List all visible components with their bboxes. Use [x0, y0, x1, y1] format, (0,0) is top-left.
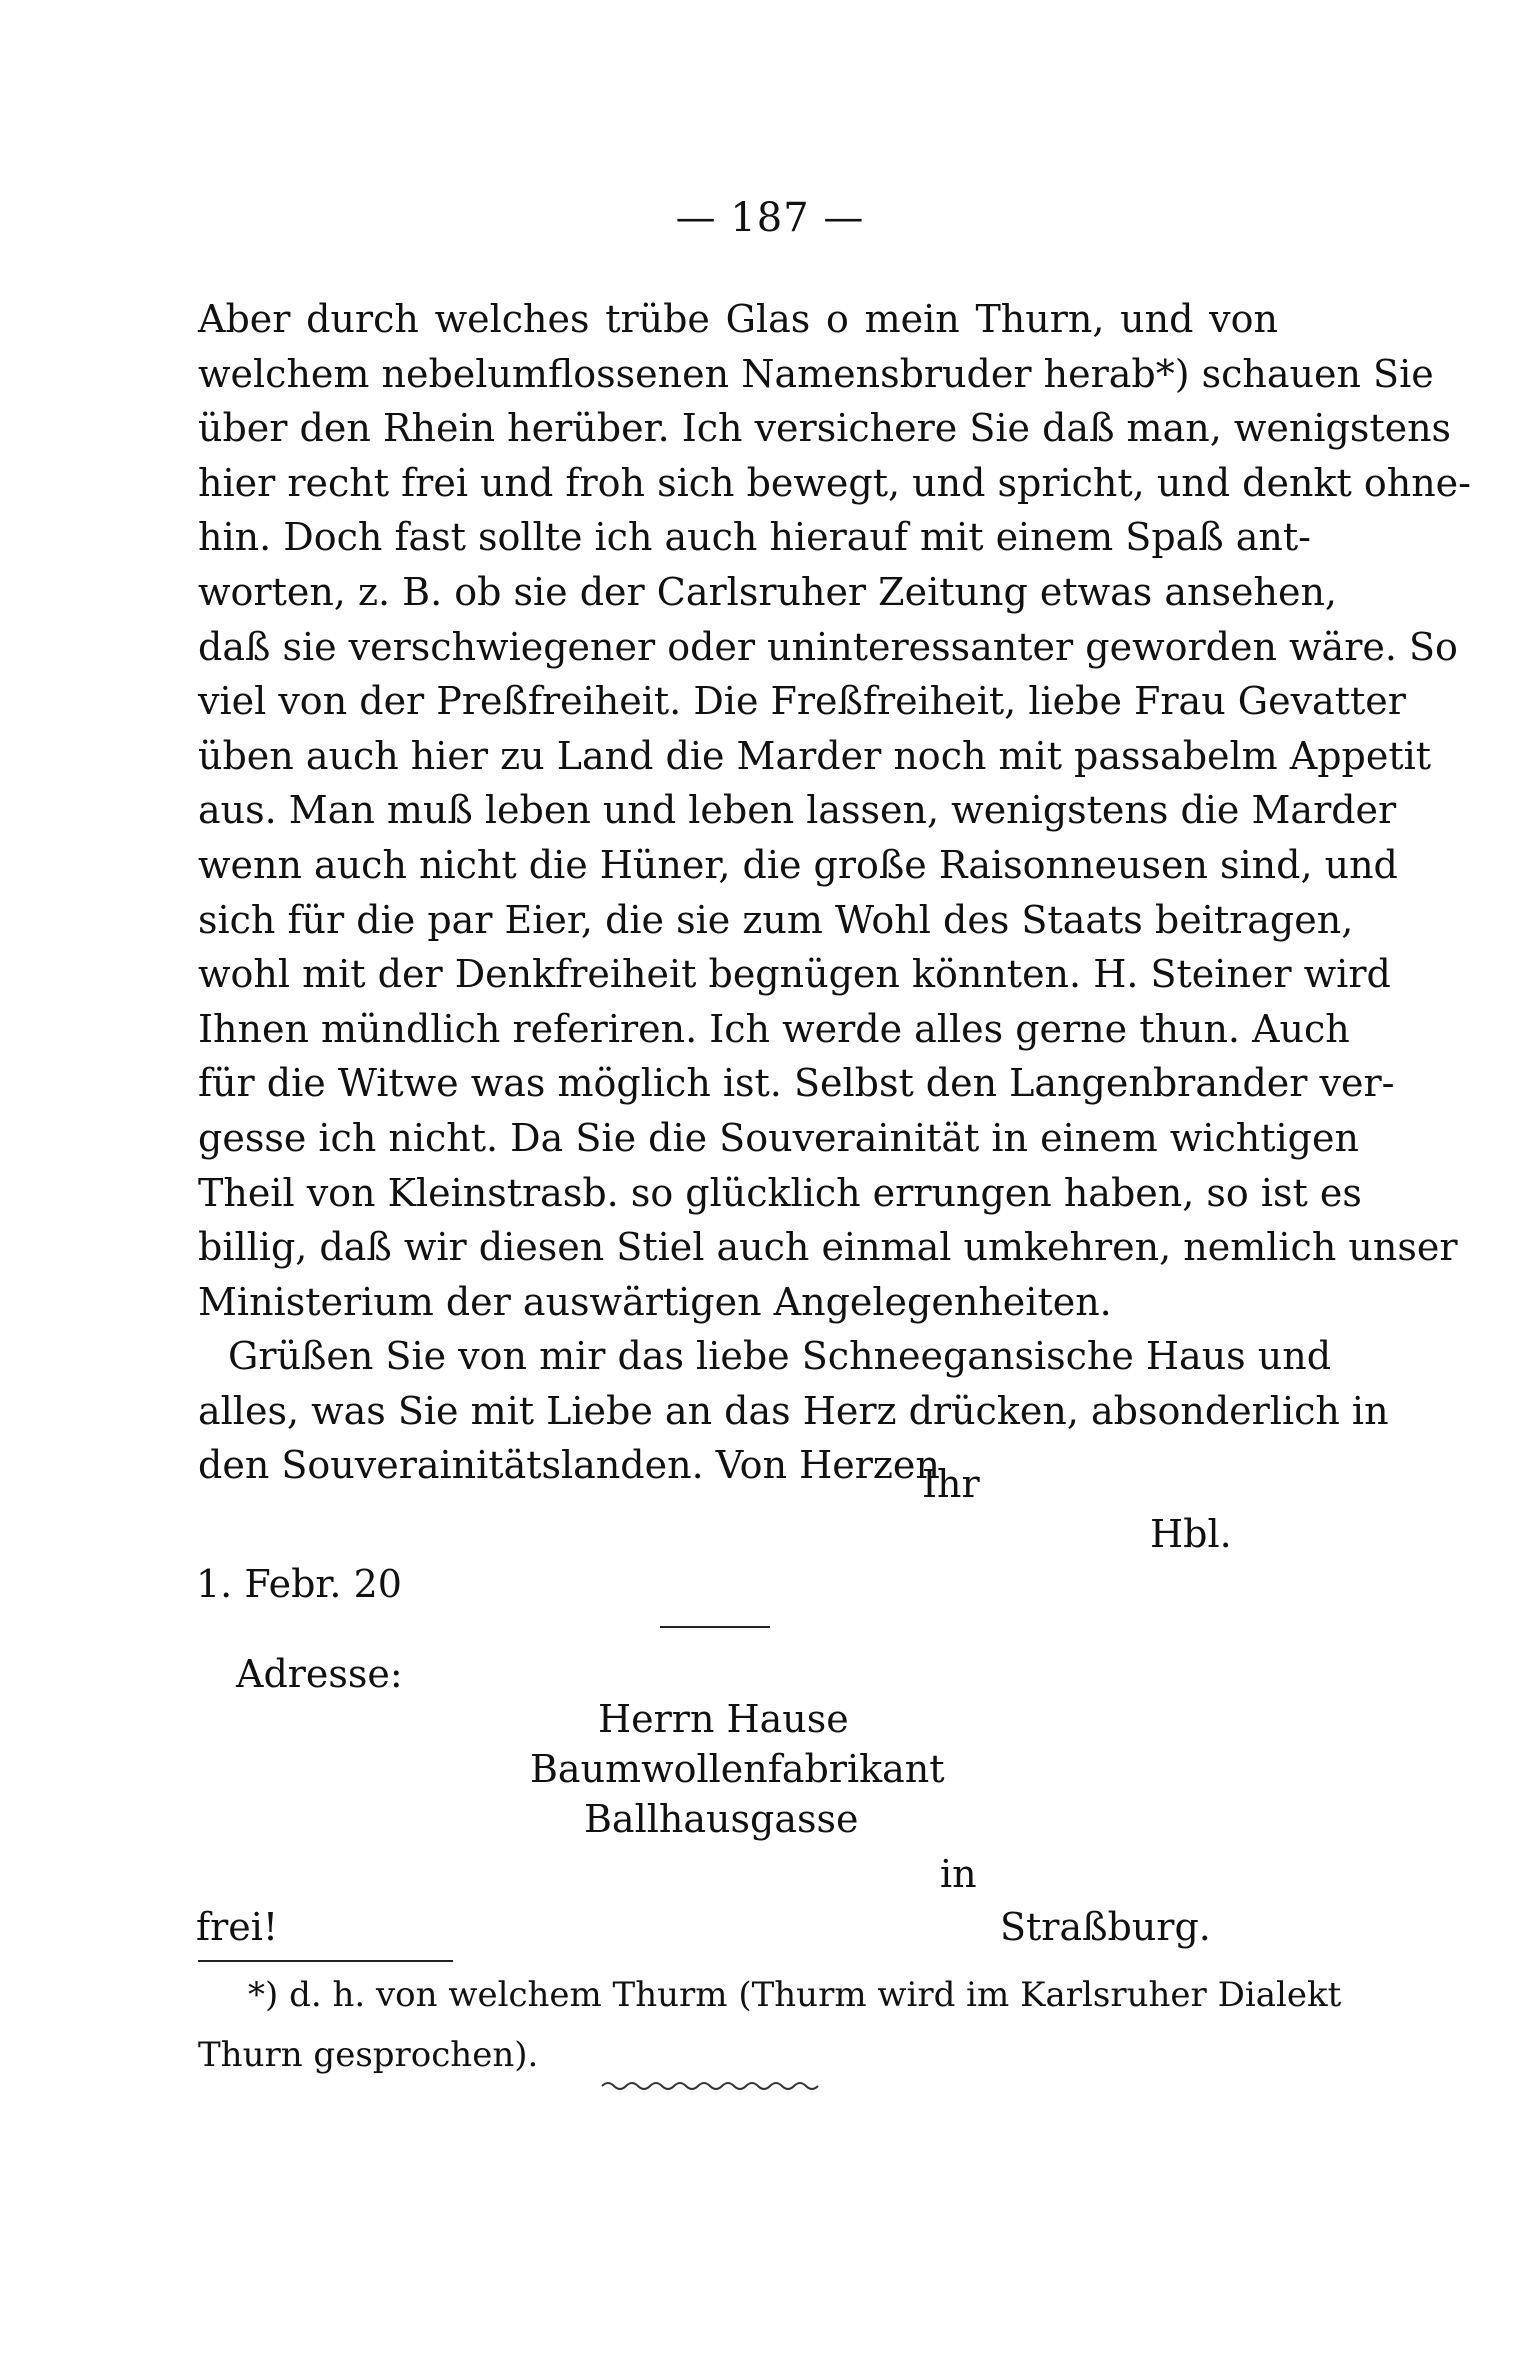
text-line: Theil von Kleinstrasb. so glücklich errungen haben, so ist es	[198, 1170, 1362, 1215]
footnote-line: *) d. h. von welchem Thurm (Thurm wird im Karlsruher Dialekt	[248, 1975, 1342, 2015]
address-name: Herrn Hause	[598, 1697, 849, 1741]
frei-mark: frei!	[196, 1905, 279, 1949]
text-line: sich für die par Eier, die sie zum Wohl des Staats beitragen,	[198, 897, 1354, 942]
text-line: hier recht frei und froh sich bewegt, und spricht, und denkt ohne-	[198, 460, 1471, 505]
text-line: welchem nebelumflossenen Namensbruder herab*) schauen Sie	[198, 351, 1434, 396]
text-line: Ihnen mündlich referiren. Ich werde alles gerne thun. Auch	[198, 1006, 1350, 1051]
text-line: für die Witwe was möglich ist. Selbst den Langenbrander ver-	[198, 1061, 1395, 1106]
text-line: üben auch hier zu Land die Marder noch mit passabelm Appetit	[198, 733, 1432, 778]
text-line: alles, was Sie mit Liebe an das Herz drücken, absonderlich in	[198, 1388, 1389, 1433]
footnote-line: Thurn gesprochen).	[198, 2035, 539, 2075]
text-line: hin. Doch fast sollte ich auch hierauf mit einem Spaß ant-	[198, 515, 1312, 560]
text-line: billig, daß wir diesen Stiel auch einmal umkehren, nemlich unser	[198, 1225, 1458, 1270]
text-line: den Souverainitätslanden. Von Herzen	[198, 1443, 940, 1488]
text-line: Aber durch welches trübe Glas o mein Thurn, und von	[198, 297, 1278, 341]
text-line: viel von der Preßfreiheit. Die Freßfreiheit, liebe Frau Gevatter	[198, 679, 1406, 724]
separator-rule	[660, 1626, 770, 1628]
address-occupation: Baumwollenfabrikant	[530, 1747, 945, 1791]
address-street: Ballhausgasse	[584, 1797, 859, 1841]
text-line: daß sie verschwiegener oder uninteressanter geworden wäre. So	[198, 624, 1458, 669]
address-label: Adresse:	[236, 1652, 403, 1696]
address-city: Straßburg.	[1000, 1905, 1211, 1949]
text-line: aus. Man muß leben und leben lassen, wenigstens die Marder	[198, 788, 1397, 833]
footnote	[198, 1965, 1342, 2085]
address-in: in	[940, 1852, 977, 1896]
text-line: worten, z. B. ob sie der Carlsruher Zeitung etwas ansehen,	[198, 569, 1337, 614]
letter-date: 1. Febr. 20	[196, 1562, 402, 1606]
text-line: Grüßen Sie von mir das liebe Schneegansische Haus und	[228, 1334, 1332, 1379]
text-line: über den Rhein herüber. Ich versichere Sie daß man, wenigstens	[198, 406, 1452, 451]
text-line: wenn auch nicht die Hüner, die große Raisonneusen sind, und	[198, 842, 1398, 887]
footnote-rule	[198, 1960, 453, 1962]
text-line: wohl mit der Denkfreiheit begnügen könnten. H. Steiner wird	[198, 952, 1391, 997]
page-number: — 187 —	[675, 195, 865, 241]
text-line: Ministerium der auswärtigen Angelegenheiten.	[198, 1279, 1112, 1324]
text-line: gesse ich nicht. Da Sie die Souverainität in einem wichtigen	[198, 1115, 1359, 1160]
signature: Hbl.	[1150, 1512, 1232, 1556]
letter-body	[198, 292, 1471, 1493]
closing-ihr: Ihr	[922, 1462, 980, 1506]
end-ornament	[600, 2076, 820, 2096]
